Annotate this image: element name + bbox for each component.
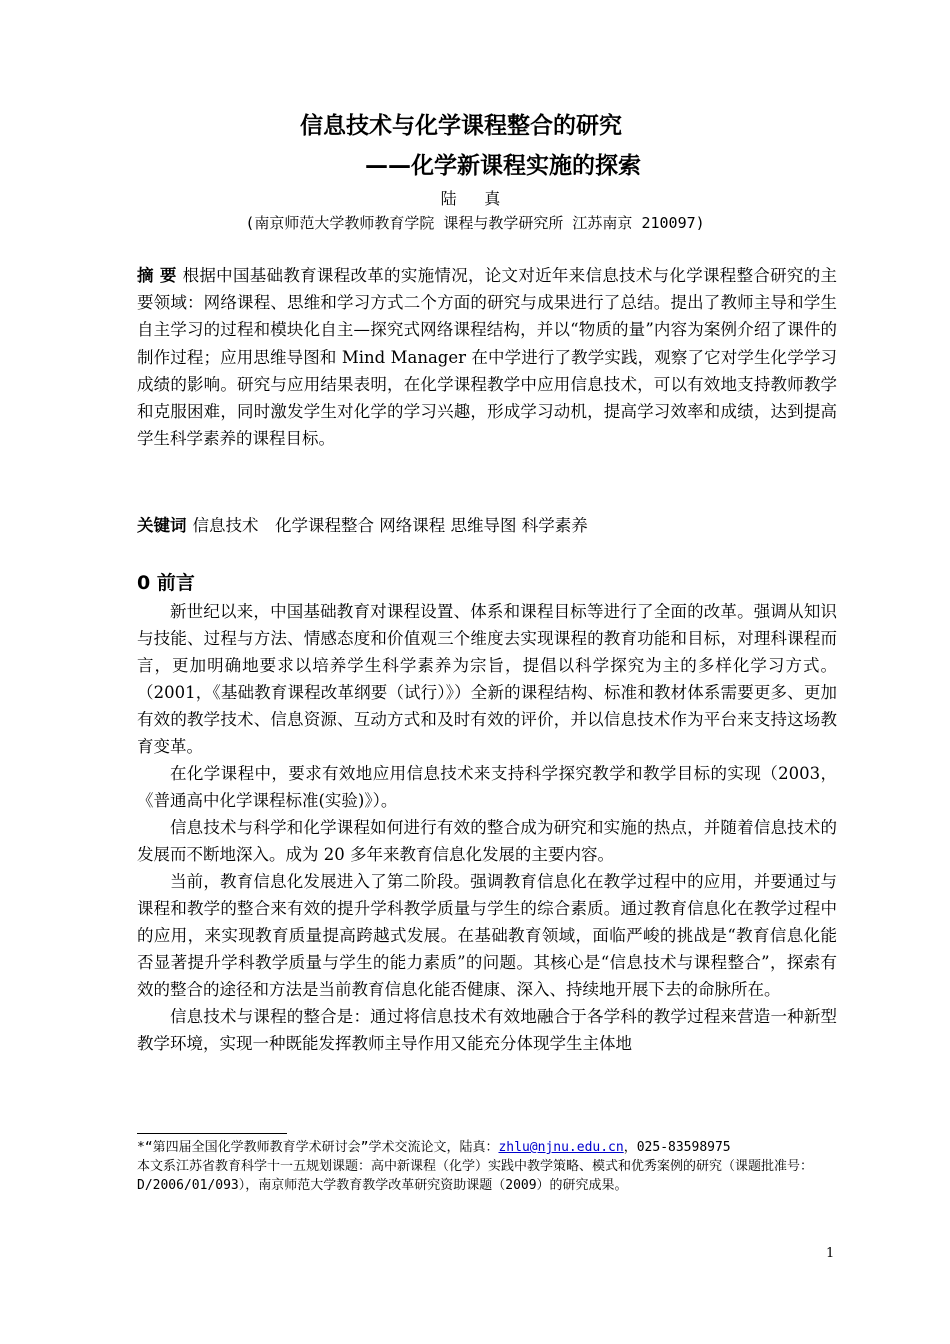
keywords — [137, 512, 837, 539]
paragraph: 信息技术与科学和化学课程如何进行有效的整合成为研究和实施的热点，并随着信息技术的发展而不断地深入。成为 20 多年来教育信息化发展的主要内容。 — [137, 818, 837, 864]
footnote-1 — [137, 1138, 832, 1157]
paragraph: 信息技术与课程的整合是：通过将信息技术有效地融合于各学科的教学过程来营造一种新型教学环境，实现一种既能发挥教师主导作用又能充分体现学生主体地 — [137, 1007, 837, 1053]
footnote-divider — [137, 1133, 287, 1134]
title-main: 信息技术与化学课程整合的研究 — [300, 113, 622, 139]
paragraph: 在化学课程中，要求有效地应用信息技术来支持科学探究教学和教学目标的实现（2003，《普通高中化学课程标准(实验)》）。 — [137, 764, 837, 810]
email-link[interactable]: zhlu@njnu.edu.cn — [498, 1140, 624, 1155]
section-body — [137, 598, 837, 1057]
keywords-label: 关键词 — [137, 516, 187, 535]
footnote-2: 本文系江苏省教育科学十一五规划课题：高中新课程（化学）实践中教学策略、模式和优秀案例的研究（课题批准号：D/2006/01/093），南京师范大学教育教学改革研究资助课题（2009）的研究成果。 — [137, 1159, 814, 1193]
title-subtitle: ——化学新课程实施的探索 — [365, 153, 641, 179]
paragraph: 当前，教育信息化发展进入了第二阶段。强调教育信息化在教学过程中的应用，并要通过与课程和教学的整合来有效的提升学科教学质量与学生的综合素质。通过教育信息化在教学过程中的应用，来实现教育质量提高跨越式发展。在基础教育领域，面临严峻的挑战是“教育信息化能否显著提升学科教学质量与学生的能力素质”的问题。其核心是“信息技术与课程整合”，探索有效的整合的途径和方法是当前教育信息化能否健康、深入、持续地开展下去的命脉所在。 — [137, 872, 837, 999]
author-name: 陆 真 — [440, 189, 510, 208]
footnotes — [137, 1138, 832, 1195]
page-number: 1 — [826, 1246, 835, 1261]
keywords-text: 信息技术 化学课程整合 网络课程 思维导图 科学素养 — [192, 516, 588, 535]
footnote-1-suffix: ，025-83598975 — [623, 1140, 731, 1155]
abstract-label: 摘 要 — [137, 266, 177, 285]
abstract-text: 根据中国基础教育课程改革的实施情况，论文对近年来信息技术与化学课程整合研究的主要领域：网络课程、思维和学习方式二个方面的研究与成果进行了总结。提出了教师主导和学生自主学习的过程和模块化自主—探究式网络课程结构，并以“物质的量”内容为案例介绍了课件的制作过程；应用思维导图和 Mind Manager 在中学进行了教学实践，观察了它对学生化学学习成绩的影响。研究与应用结果表明，在化学课程教学中应用信息技术，可以有效地支持教师教学和克服困难，同时激发学生对化学的学习兴趣，形成学习动机，提高学习效率和成绩，达到提高学生科学素养的课程目标。 — [137, 266, 837, 449]
footnote-1-prefix: *“第四届全国化学教师教育学术研讨会”学术交流论文，陆真： — [137, 1140, 499, 1155]
paragraph: 新世纪以来，中国基础教育对课程设置、体系和课程目标等进行了全面的改革。强调从知识与技能、过程与方法、情感态度和价值观三个维度去实现课程的教育功能和目标，对理科课程而言，更加明确地要求以培养学生科学素养为宗旨，提倡以科学探究为主的多样化学习方式。（2001，《基础教育课程改革纲要（试行）》）全新的课程结构、标准和教材体系需要更多、更加有效的教学技术、信息资源、互动方式和及时有效的评价，并以信息技术作为平台来支持这场教育变革。 — [137, 602, 837, 756]
abstract — [137, 262, 837, 452]
section-heading: 0 前言 — [137, 572, 195, 594]
author-affiliation: (南京师范大学教师教育学院 课程与教学研究所 江苏南京 210097) — [245, 214, 705, 232]
